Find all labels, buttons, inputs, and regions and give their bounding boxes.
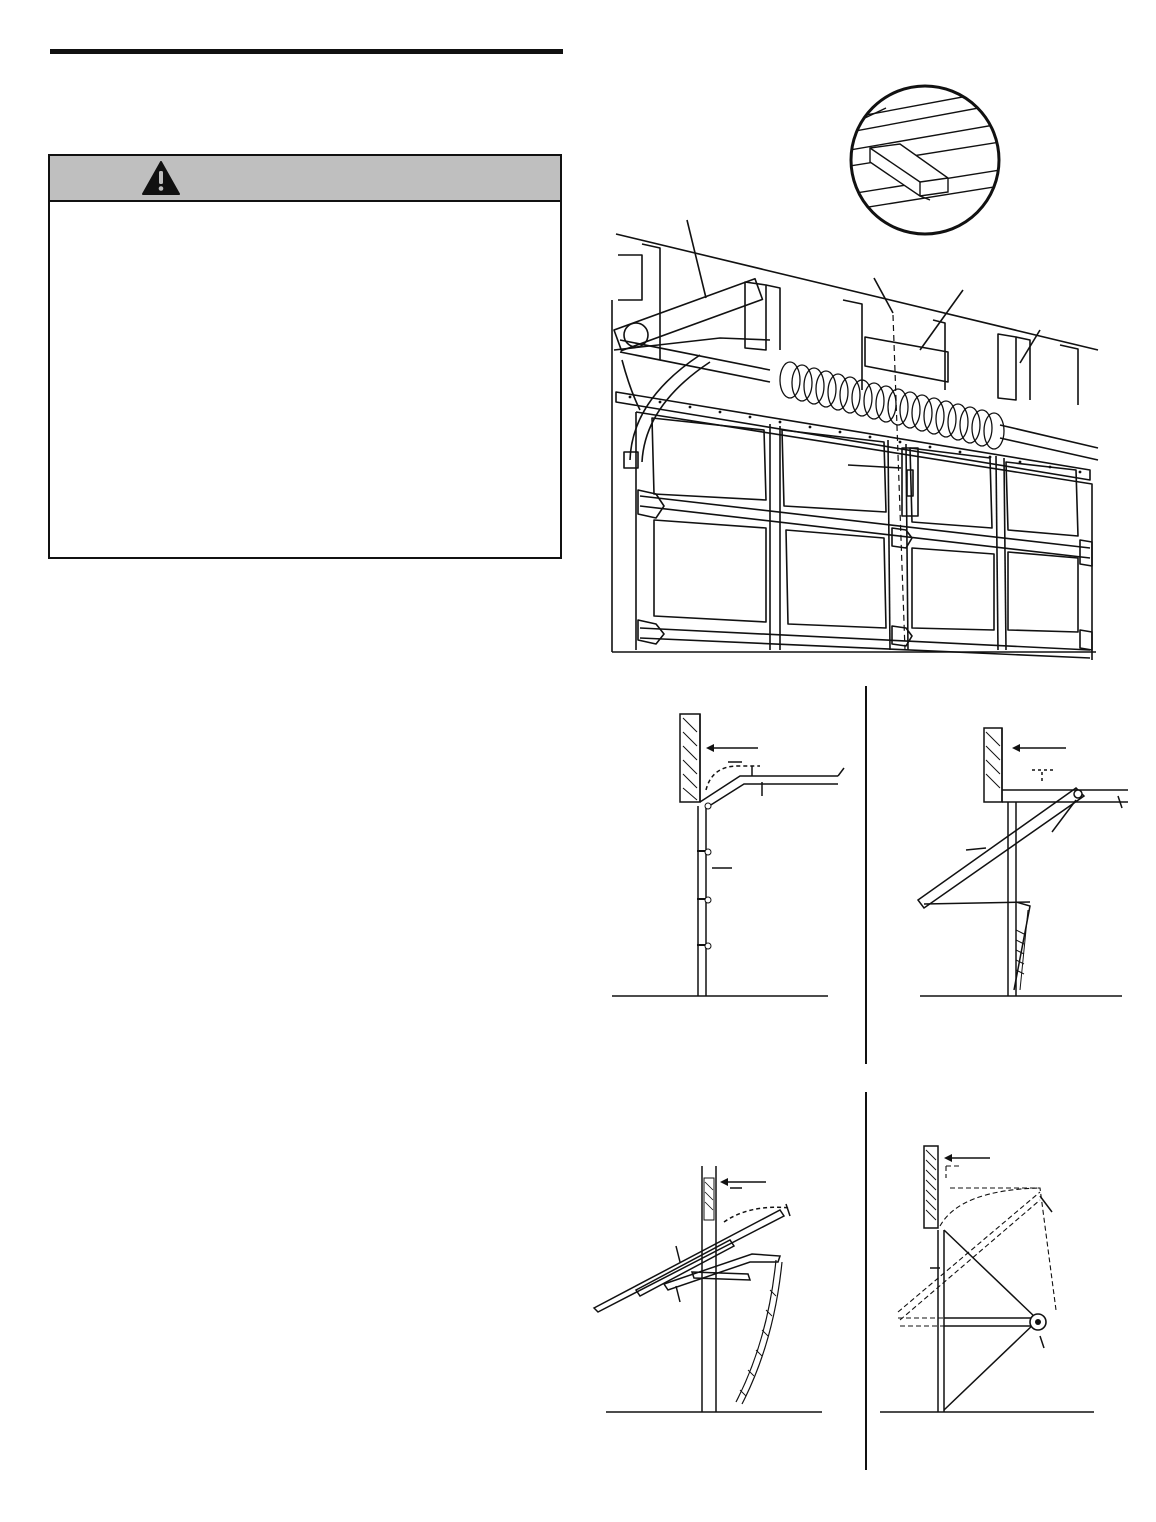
one-piece-door-pivot	[874, 1140, 1102, 1420]
header-bracket-detail-inset	[845, 84, 1005, 240]
warning-box	[48, 154, 562, 559]
figure-divider-bottom	[864, 1092, 868, 1470]
figure-divider-top	[864, 686, 868, 1064]
one-piece-door-with-spring	[588, 1160, 828, 1420]
sectional-door-side-view	[600, 706, 850, 1002]
section-header-rule	[50, 49, 563, 54]
door-with-track-side-view	[900, 720, 1132, 1002]
warning-triangle-icon	[142, 161, 180, 195]
warning-header	[50, 156, 560, 202]
